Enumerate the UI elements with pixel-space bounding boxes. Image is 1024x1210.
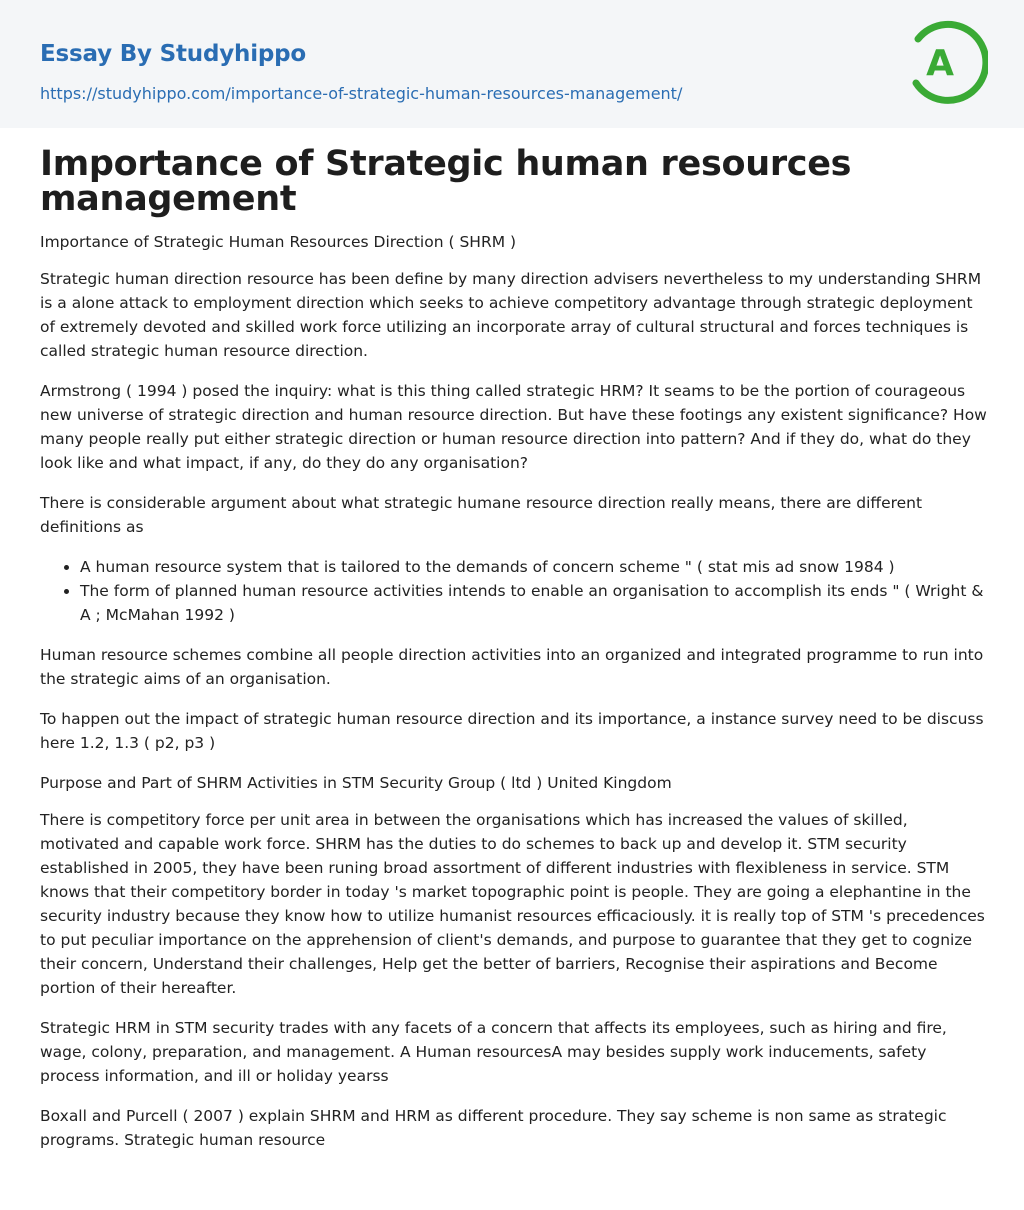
paragraph: Strategic human direction resource has been define by many direction advisers nevertheless to my understanding SHRM is a alone attack to employment direction which seeks to achieve competitory advantage through strategic deployment of extremely devoted and skilled work force utilizing an incorporate array of cultural structural and forces techniques is called strategic human resource direction. — [40, 270, 982, 360]
logo-letter: A — [926, 43, 954, 84]
brand-title[interactable]: Essay By Studyhippo — [40, 41, 307, 67]
list-item: • A human resource system that is tailored to the demands of concern scheme " ( stat mis ad snow 1984 ) — [80, 555, 988, 579]
section-heading: Purpose and Part of SHRM Activities in STM Security Group ( ltd ) United Kingdom — [40, 774, 672, 792]
studyhippo-logo-icon[interactable] — [908, 17, 988, 107]
site-header — [0, 0, 1024, 128]
paragraph: Strategic HRM in STM security trades with any facets of a concern that affects its employees, such as hiring and fire, wage, colony, preparation, and management. A Human resourcesA may besides supply work inducements, safety process information, and ill or holiday yearss — [40, 1019, 947, 1085]
paragraph: Boxall and Purcell ( 2007 ) explain SHRM and HRM as different procedure. They say scheme is non same as strategic programs. Strategic human resource — [40, 1107, 947, 1149]
article-url-link[interactable]: https://studyhippo.com/importance-of-strategic-human-resources-management/ — [40, 84, 683, 103]
paragraph: Armstrong ( 1994 ) posed the inquiry: what is this thing called strategic HRM? It seams to be the portion of courageous new universe of strategic direction and human resource direction. But have these footings any existent significance? How many people really put either strategic direction or human resource direction into pattern? And if they do, what do they look like and what impact, if any, do they do any organisation? — [40, 382, 987, 472]
definitions-list — [40, 555, 988, 627]
article-title: Importance of Strategic human resources management — [40, 144, 852, 219]
paragraph: Human resource schemes combine all people direction activities into an organized and integrated programme to run into the strategic aims of an organisation. — [40, 646, 984, 688]
paragraph: There is competitory force per unit area in between the organisations which has increased the values of skilled, motivated and capable work force. SHRM has the duties to do schemes to back up and develop it. STM security established in 2005, they have been runing broad assortment of different industries with flexibleness in service. STM knows that their competitory border in today 's market topographic point is people. They are going a elephantine in the security industry because they know how to utilize humanist resources efficaciously. it is really top of STM 's precedences to put peculiar importance on the apprehension of client's demands, and purpose to guarantee that they get to cognize their concern, Understand their challenges, Help get the better of barriers, Recognise their aspirations and Become portion of their hereafter. — [40, 811, 985, 997]
list-item: • The form of planned human resource activities intends to enable an organisation to accomplish its ends " ( Wright & A ; McMahan 1992 ) — [80, 579, 988, 627]
paragraph: To happen out the impact of strategic human resource direction and its importance, a instance survey need to be discuss here 1.2, 1.3 ( p2, p3 ) — [40, 710, 984, 752]
article-subtitle: Importance of Strategic Human Resources Direction ( SHRM ) — [40, 233, 517, 251]
article-body — [0, 128, 1024, 1152]
paragraph: There is considerable argument about what strategic humane resource direction really means, there are different definitions as — [40, 494, 923, 536]
